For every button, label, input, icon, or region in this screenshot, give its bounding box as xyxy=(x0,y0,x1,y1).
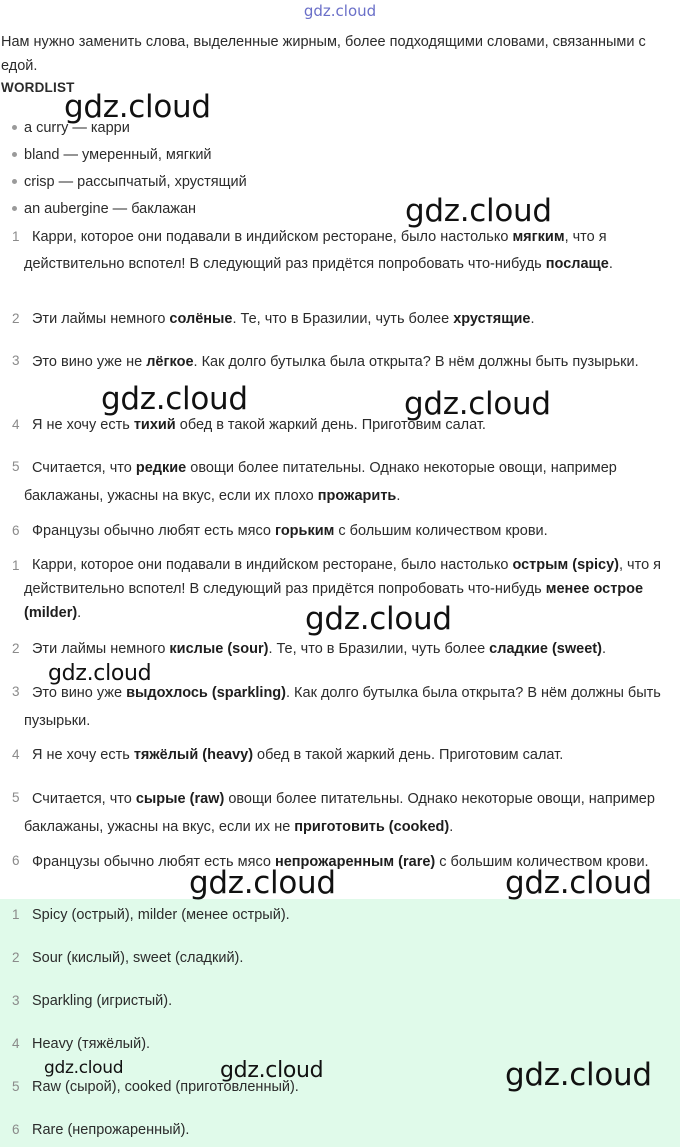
answer-3: 3 Sparkling (игристый). xyxy=(12,993,173,1009)
corrected-sentence-5: 5 Считается, что сырые (raw) овощи более питательны. Однако некоторые овощи, например баклажаны, ужасны на вкус, если их не приготовить (cooked). xyxy=(12,790,655,835)
wordlist xyxy=(12,116,247,224)
original-sentence-1: 1 Карри, которое они подавали в индийском ресторане, было настолько мягким, что я действительно вспотел! В следующий раз придётся попробовать что-нибудь послаще. xyxy=(12,229,613,272)
corrected-sentence-6: 6 Французы обычно любят есть мясо непрожаренным (rare) с большим количеством крови. xyxy=(12,853,649,870)
original-sentence-5: 5 Считается, что редкие овощи более питательны. Однако некоторые овощи, например баклажаны, ужасны на вкус, если их плохо прожарить. xyxy=(12,459,617,504)
watermark: gdz.cloud xyxy=(505,865,652,901)
original-sentence-3: 3 Это вино уже не лёгкое. Как долго бутылка была открыта? В нём должны быть пузырьки. xyxy=(12,353,639,370)
wordlist-item: crisp — рассыпчатый, хрустящий xyxy=(12,170,247,197)
watermark: gdz.cloud xyxy=(305,601,452,637)
answers-box xyxy=(0,899,680,1147)
watermark-top: gdz.cloud xyxy=(303,2,377,20)
wordlist-title: WORDLIST xyxy=(1,80,75,95)
bullet-icon xyxy=(12,179,17,184)
answer-6: 6 Rare (непрожаренный). xyxy=(12,1122,190,1138)
answer-2: 2 Sour (кислый), sweet (сладкий). xyxy=(12,950,244,966)
original-sentence-4: 4 Я не хочу есть тихий обед в такой жаркий день. Приготовим салат. xyxy=(12,417,486,433)
watermark: gdz.cloud xyxy=(44,1058,124,1078)
watermark: gdz.cloud xyxy=(189,865,336,901)
watermark: gdz.cloud xyxy=(220,1058,324,1083)
original-sentence-6: 6 Французы обычно любят есть мясо горьким с большим количеством крови. xyxy=(12,523,548,539)
watermark: gdz.cloud xyxy=(64,89,211,125)
watermark: gdz.cloud xyxy=(48,661,152,686)
wordlist-item: a curry — карри xyxy=(12,116,247,143)
task-intro: Нам нужно заменить слова, выделенные жирным, более подходящими словами, связанными с едой. xyxy=(1,34,646,74)
bullet-icon xyxy=(12,206,17,211)
watermark: gdz.cloud xyxy=(405,193,552,229)
answer-1: 1 Spicy (острый), milder (менее острый). xyxy=(12,907,290,923)
wordlist-item: bland — умеренный, мягкий xyxy=(12,143,247,170)
watermark: gdz.cloud xyxy=(404,386,551,422)
corrected-sentence-2: 2 Эти лаймы немного кислые (sour). Те, что в Бразилии, чуть более сладкие (sweet). xyxy=(12,641,606,657)
wordlist-item: an aubergine — баклажан xyxy=(12,197,247,224)
corrected-sentence-3: 3 Это вино уже выдохлось (sparkling). Как долго бутылка была открыта? В нём должны быть пузырьки. xyxy=(12,684,661,729)
answer-4: 4 Heavy (тяжёлый). xyxy=(12,1036,151,1052)
answer-5: 5 Raw (сырой), cooked (приготовленный). xyxy=(12,1079,299,1095)
bullet-icon xyxy=(12,125,17,130)
bullet-icon xyxy=(12,152,17,157)
corrected-sentence-4: 4 Я не хочу есть тяжёлый (heavy) обед в такой жаркий день. Приготовим салат. xyxy=(12,747,564,763)
corrected-sentence-1: 1 Карри, которое они подавали в индийском ресторане, было настолько острым (spicy), что я действительно вспотел! В следующий раз придётся попробовать что-нибудь менее острое (milder). xyxy=(12,557,662,621)
watermark: gdz.cloud xyxy=(505,1057,652,1093)
watermark: gdz.cloud xyxy=(101,381,248,417)
original-sentence-2: 2 Эти лаймы немного солёные. Те, что в Бразилии, чуть более хрустящие. xyxy=(12,311,535,327)
